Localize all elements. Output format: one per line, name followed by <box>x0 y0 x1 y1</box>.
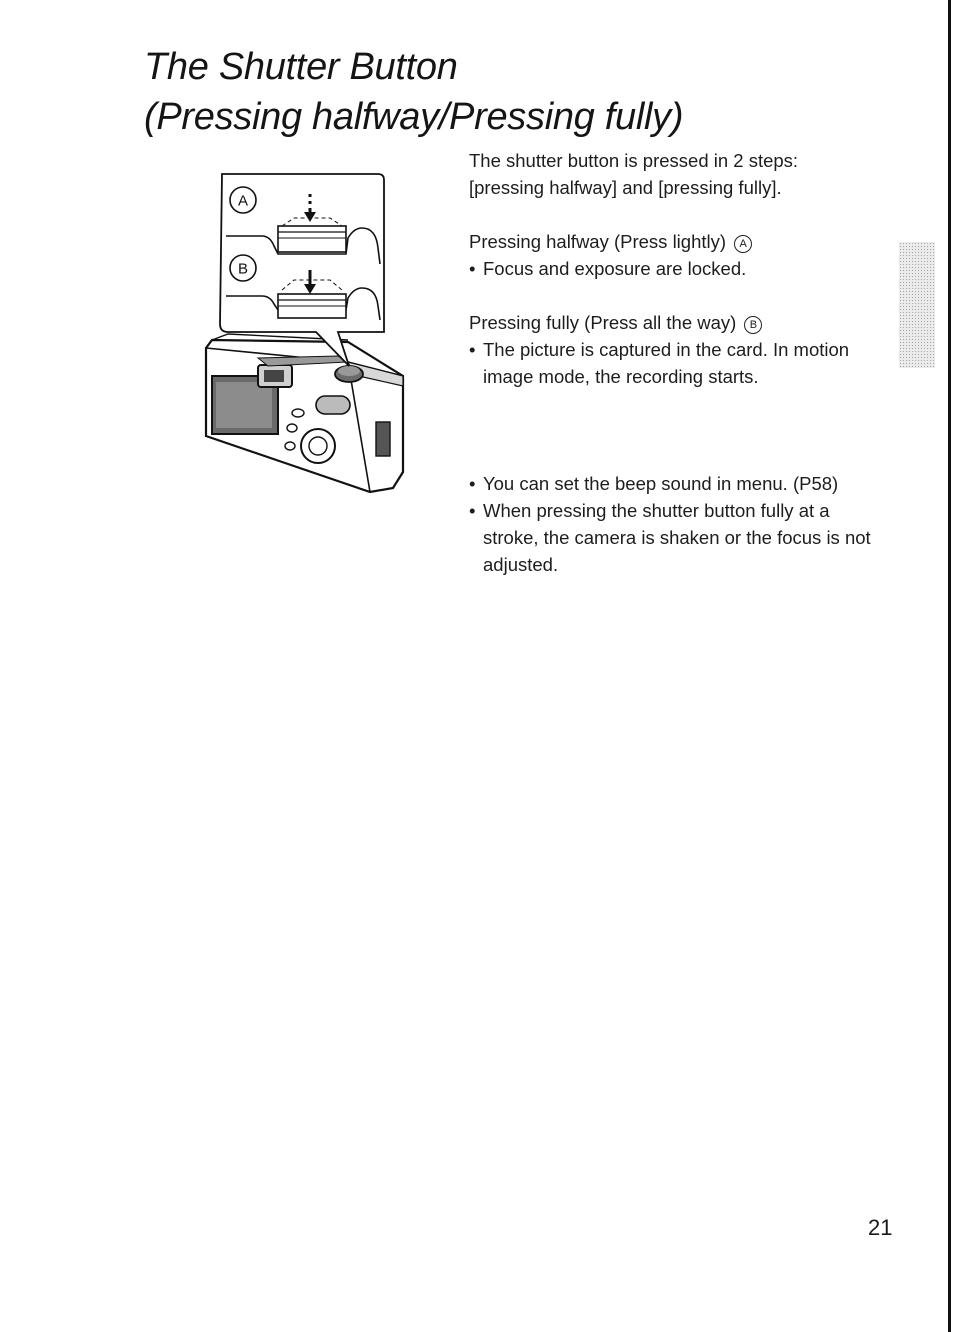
page-edge-rule <box>948 0 951 1332</box>
fully-bullet-text: The picture is captured in the card. In motion image mode, the recording starts. <box>483 339 850 387</box>
halfway-marker-a: A <box>734 235 752 253</box>
fully-bullet <box>469 336 879 390</box>
page-number: 21 <box>868 1215 893 1240</box>
note-shake <box>469 497 879 578</box>
label-b: B <box>237 260 249 278</box>
note-beep <box>469 470 879 497</box>
bullet-dot: • <box>469 500 476 521</box>
halfway-bullet-text: Focus and exposure are locked. <box>483 258 747 279</box>
bullet-dot: • <box>469 339 476 360</box>
fully-heading <box>469 309 879 336</box>
camera-body <box>206 334 403 492</box>
bullet-dot: • <box>469 473 476 494</box>
halfway-heading-text: Pressing halfway (Press lightly) <box>469 231 727 252</box>
body-text <box>469 147 879 578</box>
page-title <box>144 42 683 142</box>
title-line-2: (Pressing halfway/Pressing fully) <box>144 96 684 138</box>
section-tab-marker <box>899 242 935 368</box>
camera-illustration <box>198 170 410 495</box>
bullet-dot: • <box>469 258 476 279</box>
intro-line-2: [pressing halfway] and [pressing fully]. <box>469 177 782 198</box>
title-line-1: The Shutter Button <box>144 46 458 88</box>
label-a: A <box>237 192 249 210</box>
fully-heading-text: Pressing fully (Press all the way) <box>469 312 737 333</box>
note-shake-text: When pressing the shutter button fully at a stroke, the camera is shaken or the focus is not adjusted. <box>483 500 871 575</box>
shutter-button-illustration <box>198 170 410 495</box>
halfway-heading <box>469 228 879 255</box>
note-beep-text: You can set the beep sound in menu. (P58) <box>483 473 839 494</box>
intro-paragraph <box>469 147 879 201</box>
halfway-bullet <box>469 255 879 282</box>
fully-marker-b: B <box>744 316 762 334</box>
intro-line-1: The shutter button is pressed in 2 steps: <box>469 150 799 171</box>
